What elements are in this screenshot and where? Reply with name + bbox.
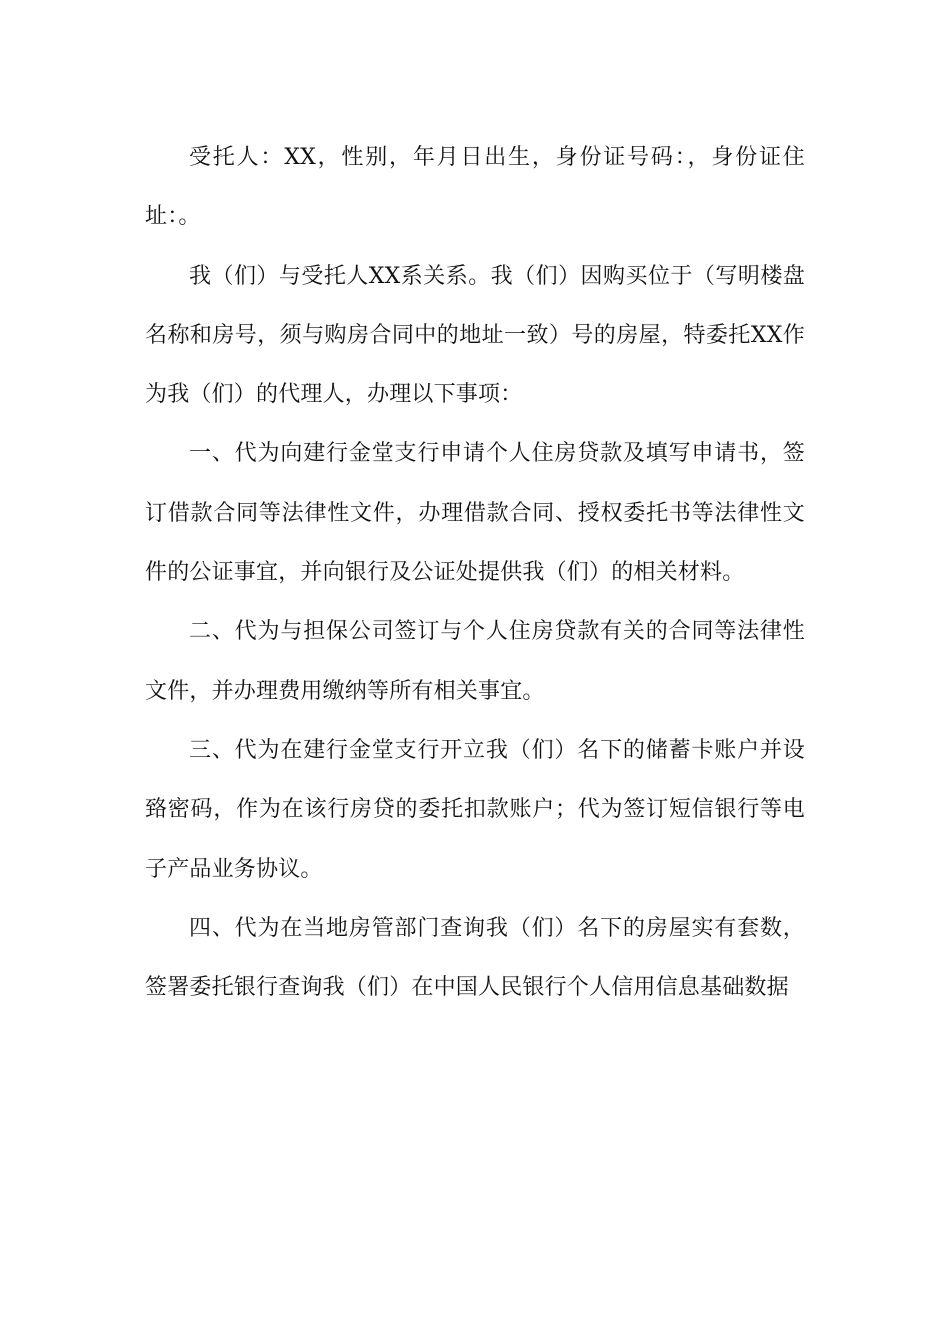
paragraph-item-1: 一、代为向建行金堂支行申请个人住房贷款及填写申请书，签订借款合同等法律性文件，办理借款合同、授权委托书等法律性文件的公证事宜，并向银行及公证处提供我（们）的相关材料。 [145,441,805,586]
paragraph-item-3: 三、代为在建行金堂支行开立我（们）名下的储蓄卡账户并设臵密码，作为在该行房贷的委托扣款账户；代为签订短信银行等电子产品业务协议。 [145,737,805,882]
paragraph-trustee-info: 受托人：XX，性别，年月日出生，身份证号码：，身份证住址：。 [145,145,805,230]
paragraph-relationship: 我（们）与受托人XX系关系。我（们）因购买位于（写明楼盘名称和房号，须与购房合同中的地址一致）号的房屋，特委托XX作为我（们）的代理人，办理以下事项： [145,263,805,408]
paragraph-item-4: 四、代为在当地房管部门查询我（们）名下的房屋实有套数，签署委托银行查询我（们）在中国人民银行个人信用信息基础数据 [145,915,805,1001]
document-body [145,128,805,1017]
paragraph-item-2: 二、代为与担保公司签订与个人住房贷款有关的合同等法律性文件，并办理费用缴纳等所有相关事宜。 [145,619,805,704]
